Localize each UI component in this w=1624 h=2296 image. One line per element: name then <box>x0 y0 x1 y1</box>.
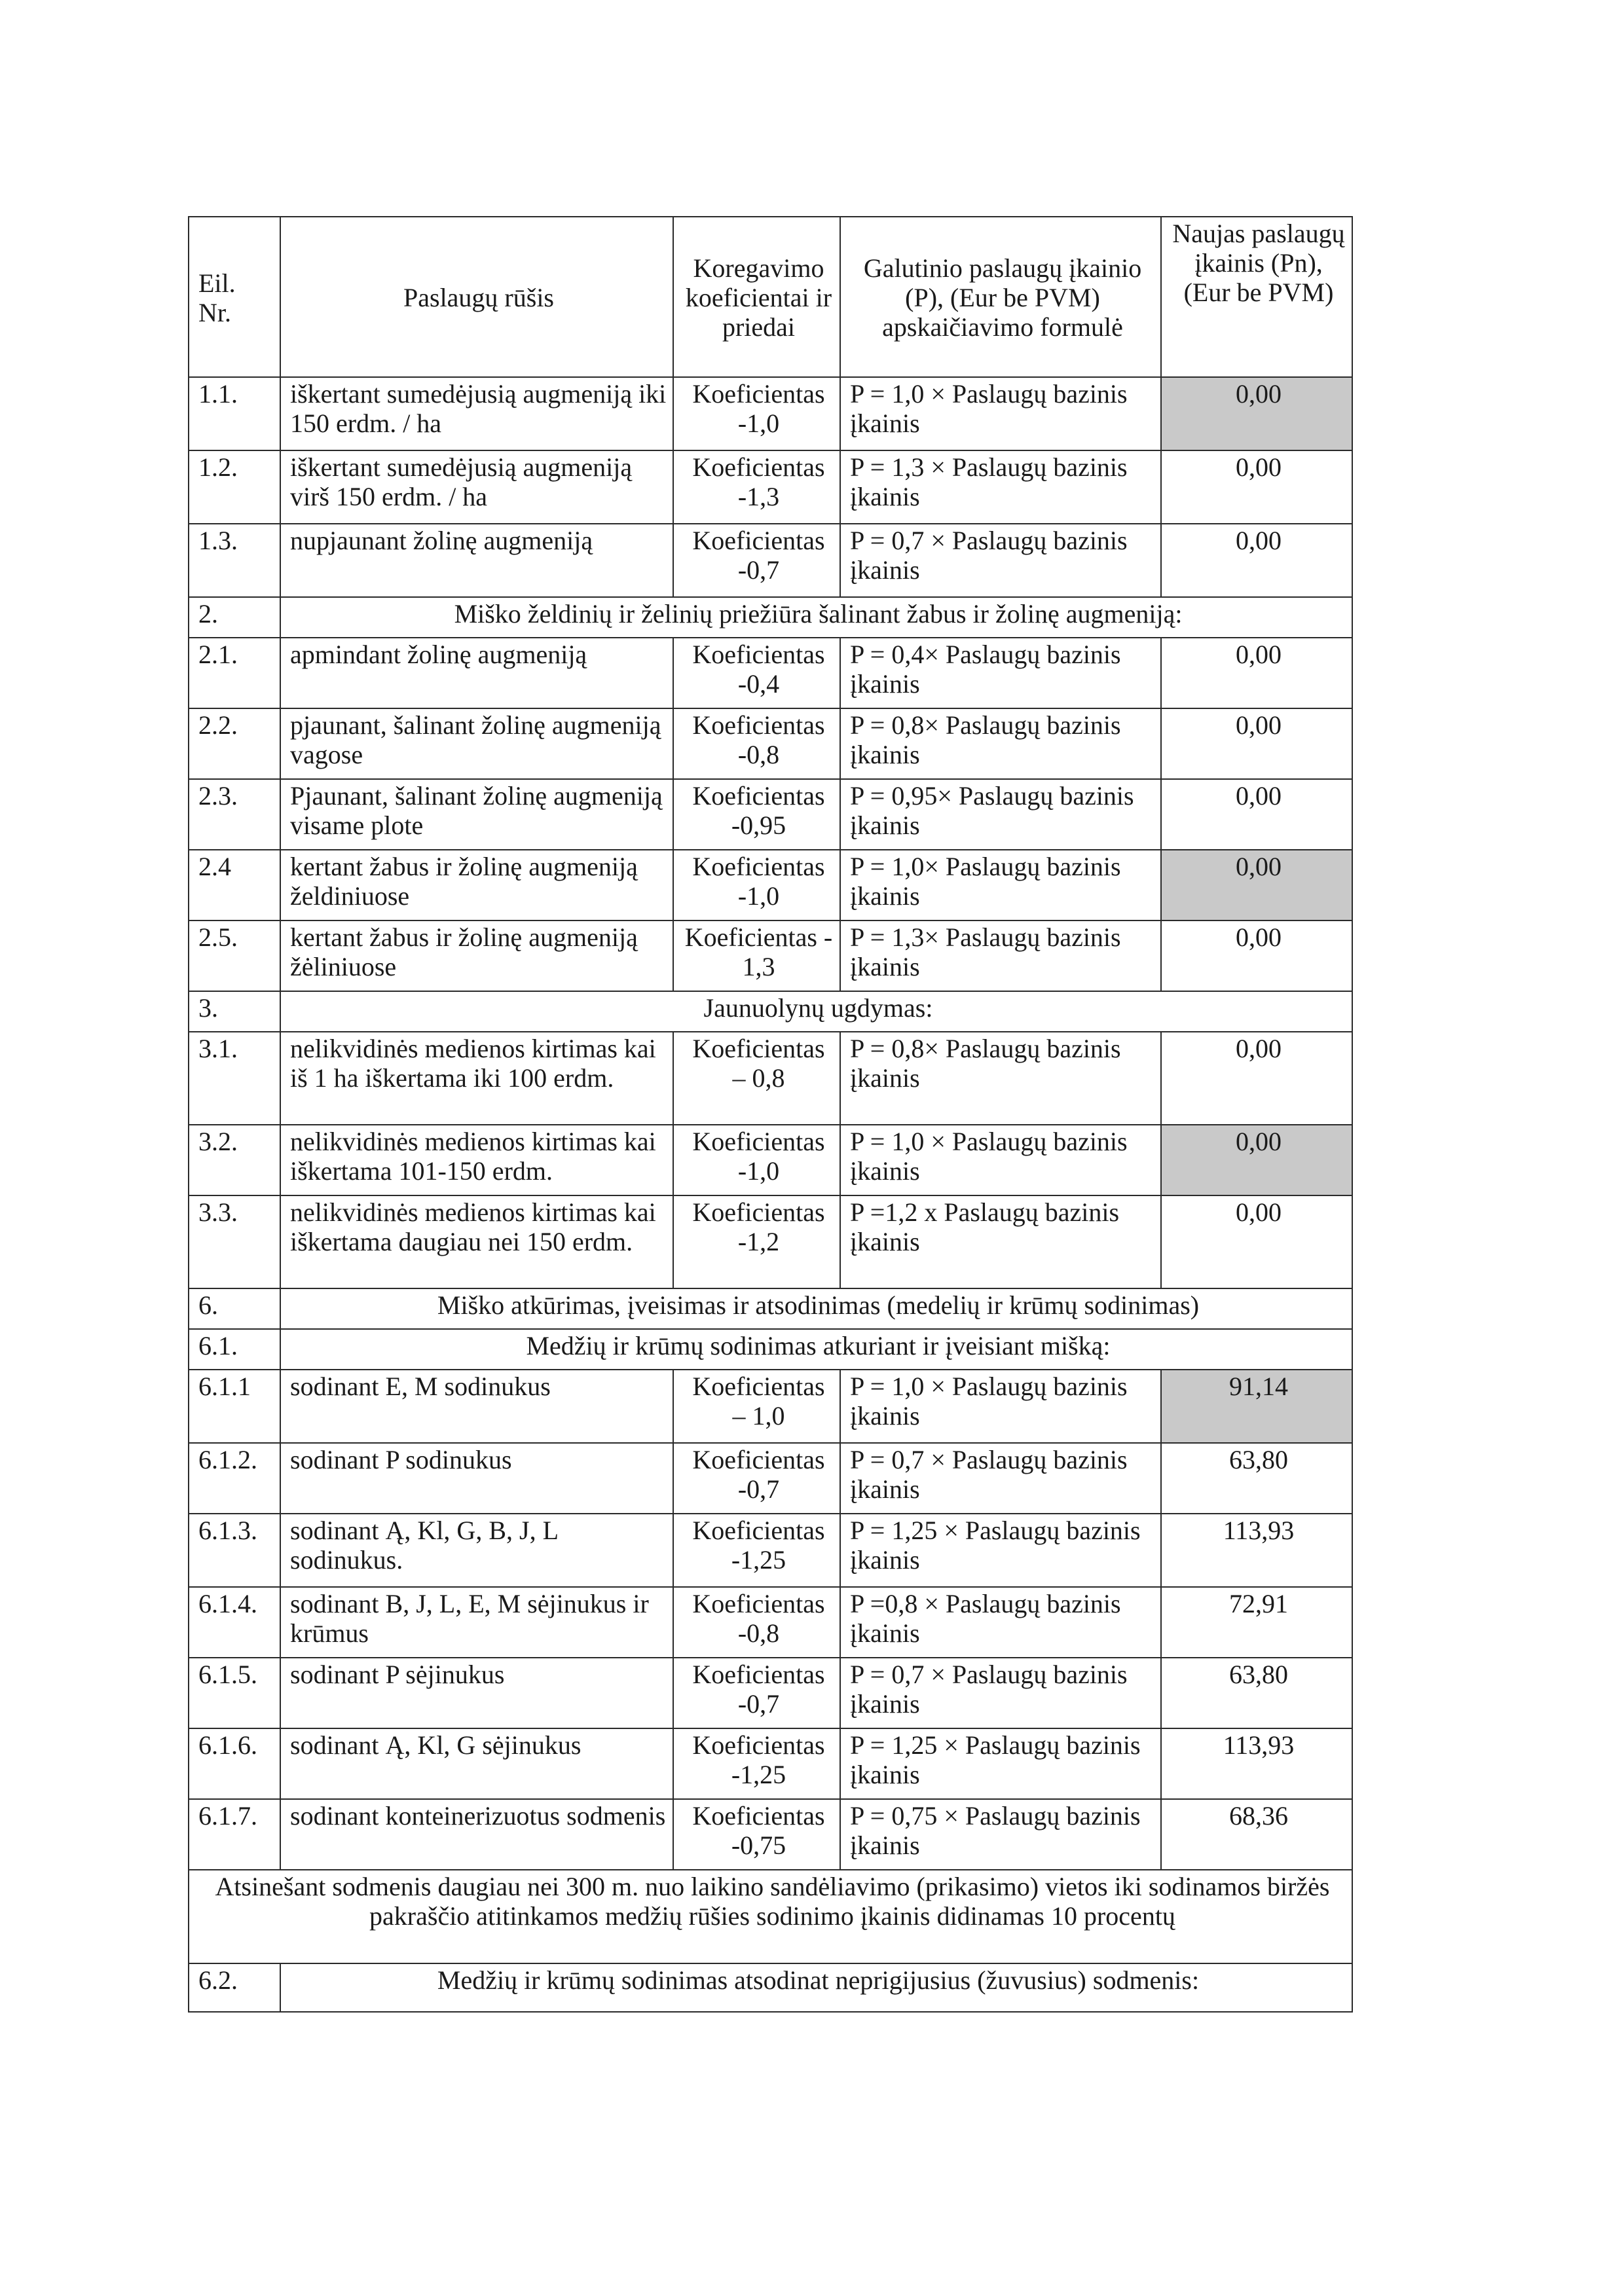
row-nr: 6.1.3. <box>189 1514 280 1587</box>
row-nr: 1.3. <box>189 524 280 597</box>
service-type: sodinant Ą, Kl, G sėjinukus <box>280 1728 673 1799</box>
new-price: 63,80 <box>1161 1658 1352 1728</box>
table-row <box>189 779 1352 850</box>
service-type: sodinant E, M sodinukus <box>280 1370 673 1443</box>
new-price: 113,93 <box>1161 1728 1352 1799</box>
table-row <box>189 638 1352 708</box>
coefficient: Koeficientas -1,0 <box>673 1125 840 1195</box>
formula: P = 1,0 × Paslaugų bazinis įkainis <box>840 1125 1161 1195</box>
coefficient: Koeficientas -0,95 <box>673 779 840 850</box>
table-row <box>189 377 1352 450</box>
new-price: 0,00 <box>1161 524 1352 597</box>
new-price: 0,00 <box>1161 708 1352 779</box>
formula: P = 1,0× Paslaugų bazinis įkainis <box>840 850 1161 920</box>
coefficient: Koeficientas – 1,0 <box>673 1370 840 1443</box>
subsection-title: Medžių ir krūmų sodinimas atsodinat neprigijusius (žuvusius) sodmenis: <box>280 1963 1352 2012</box>
new-price: 0,00 <box>1161 920 1352 991</box>
row-nr: 6.1.5. <box>189 1658 280 1728</box>
formula: P = 1,0 × Paslaugų bazinis įkainis <box>840 1370 1161 1443</box>
section-row <box>189 597 1352 638</box>
section-title: Miško atkūrimas, įveisimas ir atsodinimas (medelių ir krūmų sodinimas) <box>280 1288 1352 1329</box>
section-title: Miško želdinių ir želinių priežiūra šalinant žabus ir žolinę augmeniją: <box>280 597 1352 638</box>
coefficient: Koeficientas -0,4 <box>673 638 840 708</box>
table-row <box>189 1032 1352 1125</box>
table-row <box>189 1443 1352 1514</box>
new-price: 113,93 <box>1161 1514 1352 1587</box>
note-row <box>189 1870 1352 1963</box>
table-body <box>189 377 1352 1870</box>
formula: P = 0,7 × Paslaugų bazinis įkainis <box>840 1443 1161 1514</box>
row-nr: 1.1. <box>189 377 280 450</box>
table-row <box>189 1125 1352 1195</box>
row-nr: 2.4 <box>189 850 280 920</box>
row-nr: 6.1.4. <box>189 1587 280 1658</box>
row-nr: 2.2. <box>189 708 280 779</box>
new-price: 0,00 <box>1161 1195 1352 1288</box>
coefficient: Koeficientas -0,75 <box>673 1799 840 1870</box>
service-type: sodinant P sėjinukus <box>280 1658 673 1728</box>
new-price: 0,00 <box>1161 779 1352 850</box>
coefficient: Koeficientas -0,7 <box>673 1658 840 1728</box>
row-nr: 3.1. <box>189 1032 280 1125</box>
subsection-row <box>189 1329 1352 1370</box>
service-type: Pjaunant, šalinant žolinę augmeniją visame plote <box>280 779 673 850</box>
service-type: nelikvidinės medienos kirtimas kai iš 1 ha iškertama iki 100 erdm. <box>280 1032 673 1125</box>
formula: P = 1,3 × Paslaugų bazinis įkainis <box>840 450 1161 524</box>
section-nr: 3. <box>189 991 280 1032</box>
row-nr: 1.2. <box>189 450 280 524</box>
row-nr: 6.1.6. <box>189 1728 280 1799</box>
table-row <box>189 850 1352 920</box>
formula: P = 1,25 × Paslaugų bazinis įkainis <box>840 1728 1161 1799</box>
formula: P = 0,7 × Paslaugų bazinis įkainis <box>840 1658 1161 1728</box>
coefficient: Koeficientas -0,7 <box>673 1443 840 1514</box>
coefficient: Koeficientas -1,0 <box>673 377 840 450</box>
row-nr: 6.1.2. <box>189 1443 280 1514</box>
coefficient: Koeficientas -0,7 <box>673 524 840 597</box>
service-type: kertant žabus ir žolinę augmeniją žėliniuose <box>280 920 673 991</box>
row-nr: 2.5. <box>189 920 280 991</box>
new-price: 0,00 <box>1161 450 1352 524</box>
table-row <box>189 708 1352 779</box>
row-nr: 2.1. <box>189 638 280 708</box>
new-price: 0,00 <box>1161 1125 1352 1195</box>
table-row <box>189 1658 1352 1728</box>
service-type: sodinant B, J, L, E, M sėjinukus ir krūmus <box>280 1587 673 1658</box>
service-type: sodinant Ą, Kl, G, B, J, L sodinukus. <box>280 1514 673 1587</box>
table-header-row <box>189 217 1352 377</box>
service-type: kertant žabus ir žolinę augmeniją želdiniuose <box>280 850 673 920</box>
table-row <box>189 1370 1352 1443</box>
header-new-price: Naujas paslaugų įkainis (Pn), (Eur be PVM) <box>1161 217 1352 377</box>
note-text: Atsinešant sodmenis daugiau nei 300 m. nuo laikino sandėliavimo (prikasimo) vietos iki sodinamos biržės pakraščio atitinkamos medžių rūšies sodinimo įkainis didinamas 10 procentų <box>189 1870 1352 1963</box>
section-nr: 6. <box>189 1288 280 1329</box>
formula: P = 0,8× Paslaugų bazinis įkainis <box>840 708 1161 779</box>
coefficient: Koeficientas - 1,3 <box>673 920 840 991</box>
coefficient: Koeficientas -1,25 <box>673 1728 840 1799</box>
new-price: 0,00 <box>1161 850 1352 920</box>
service-type: sodinant P sodinukus <box>280 1443 673 1514</box>
section-row <box>189 991 1352 1032</box>
service-type: iškertant sumedėjusią augmeniją iki 150 erdm. / ha <box>280 377 673 450</box>
table-row <box>189 1587 1352 1658</box>
section-row <box>189 1288 1352 1329</box>
new-price: 63,80 <box>1161 1443 1352 1514</box>
header-formula: Galutinio paslaugų įkainio (P), (Eur be PVM) apskaičiavimo formulė <box>840 217 1161 377</box>
table-row <box>189 1728 1352 1799</box>
table-row <box>189 1514 1352 1587</box>
new-price: 91,14 <box>1161 1370 1352 1443</box>
new-price: 0,00 <box>1161 377 1352 450</box>
formula: P = 1,0 × Paslaugų bazinis įkainis <box>840 377 1161 450</box>
row-nr: 3.2. <box>189 1125 280 1195</box>
service-type: nupjaunant žolinę augmeniją <box>280 524 673 597</box>
services-price-table <box>188 216 1353 2013</box>
section-nr: 2. <box>189 597 280 638</box>
subsection-row-6-2 <box>189 1963 1352 2012</box>
coefficient: Koeficientas -1,2 <box>673 1195 840 1288</box>
subsection-nr: 6.2. <box>189 1963 280 2012</box>
new-price: 0,00 <box>1161 638 1352 708</box>
new-price: 68,36 <box>1161 1799 1352 1870</box>
service-type: iškertant sumedėjusią augmeniją virš 150 erdm. / ha <box>280 450 673 524</box>
service-type: sodinant konteinerizuotus sodmenis <box>280 1799 673 1870</box>
formula: P = 0,95× Paslaugų bazinis įkainis <box>840 779 1161 850</box>
coefficient: Koeficientas -1,25 <box>673 1514 840 1587</box>
coefficient: Koeficientas -1,0 <box>673 850 840 920</box>
formula: P = 1,25 × Paslaugų bazinis įkainis <box>840 1514 1161 1587</box>
row-nr: 6.1.7. <box>189 1799 280 1870</box>
row-nr: 2.3. <box>189 779 280 850</box>
formula: P =1,2 x Paslaugų bazinis įkainis <box>840 1195 1161 1288</box>
header-nr: Eil. Nr. <box>189 217 280 377</box>
row-nr: 6.1.1 <box>189 1370 280 1443</box>
table-row <box>189 1195 1352 1288</box>
coefficient: Koeficientas -1,3 <box>673 450 840 524</box>
formula: P = 0,4× Paslaugų bazinis įkainis <box>840 638 1161 708</box>
formula: P =0,8 × Paslaugų bazinis įkainis <box>840 1587 1161 1658</box>
formula: P = 0,7 × Paslaugų bazinis įkainis <box>840 524 1161 597</box>
new-price: 72,91 <box>1161 1587 1352 1658</box>
coefficient: Koeficientas -0,8 <box>673 708 840 779</box>
table-row <box>189 450 1352 524</box>
new-price: 0,00 <box>1161 1032 1352 1125</box>
section-title: Jaunuolynų ugdymas: <box>280 991 1352 1032</box>
table-row <box>189 524 1352 597</box>
formula: P = 1,3× Paslaugų bazinis įkainis <box>840 920 1161 991</box>
service-type: apmindant žolinę augmeniją <box>280 638 673 708</box>
table-row <box>189 920 1352 991</box>
header-service-type: Paslaugų rūšis <box>280 217 673 377</box>
formula: P = 0,75 × Paslaugų bazinis įkainis <box>840 1799 1161 1870</box>
row-nr: 3.3. <box>189 1195 280 1288</box>
formula: P = 0,8× Paslaugų bazinis įkainis <box>840 1032 1161 1125</box>
coefficient: Koeficientas -0,8 <box>673 1587 840 1658</box>
subsection-title: Medžių ir krūmų sodinimas atkuriant ir įveisiant mišką: <box>280 1329 1352 1370</box>
service-type: nelikvidinės medienos kirtimas kai iškertama 101-150 erdm. <box>280 1125 673 1195</box>
subsection-nr: 6.1. <box>189 1329 280 1370</box>
coefficient: Koeficientas – 0,8 <box>673 1032 840 1125</box>
service-type: pjaunant, šalinant žolinę augmeniją vagose <box>280 708 673 779</box>
table-row <box>189 1799 1352 1870</box>
header-coefficients: Koregavimo koeficientai ir priedai <box>673 217 840 377</box>
service-type: nelikvidinės medienos kirtimas kai iškertama daugiau nei 150 erdm. <box>280 1195 673 1288</box>
